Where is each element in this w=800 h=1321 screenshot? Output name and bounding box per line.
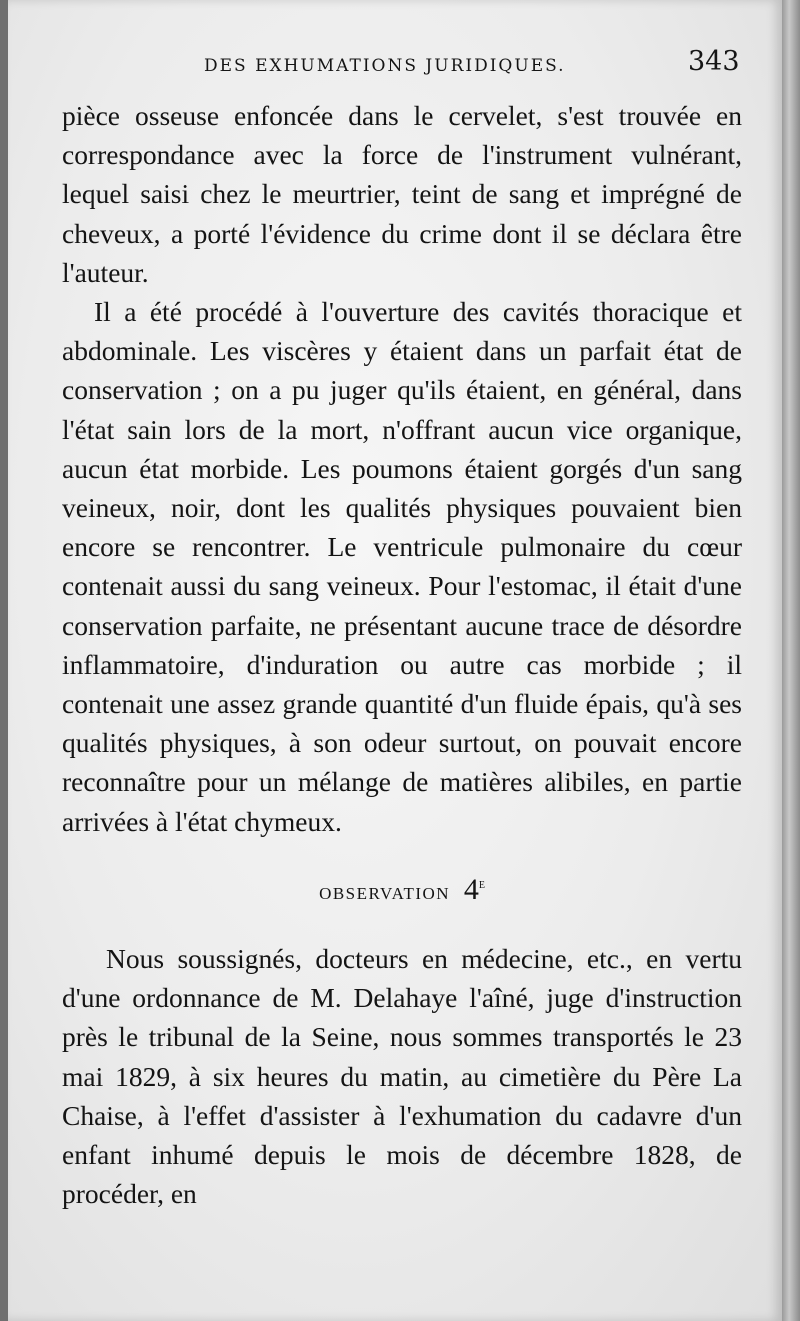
running-head-title: DES EXHUMATIONS JURIDIQUES. <box>204 56 566 76</box>
paragraph-continuation: pièce osseuse enfoncée dans le cervelet, s'est trouvée en correspondance avec la force de l'instrument vulnérant, lequel saisi chez le meurtrier, teint de sang et imprégné de cheveux, a porté l'évidence du crime dont il se déclara être l'auteur. <box>62 100 742 288</box>
section-heading-number: 4e <box>463 872 485 906</box>
body-text <box>62 96 742 1213</box>
book-page <box>8 0 782 1321</box>
running-head <box>8 46 782 86</box>
section-heading-suffix: e <box>478 876 485 892</box>
section-heading <box>62 865 742 913</box>
section-heading-label: OBSERVATION <box>319 883 451 903</box>
paragraph-autopsy: Il a été procédé à l'ouverture des cavités thoracique et abdominale. Les viscères y étaient dans un parfait état de conservation ; on a pu juger qu'ils étaient, en général, dans l'état sain lors de la mort, n'offrant aucun vice organique, aucun état morbide. Les poumons étaient gorgés d'un sang veineux, noir, dont les qualités physiques pouvaient bien encore se rencontrer. Le ventricule pulmonaire du cœur contenait aussi du sang veineux. Pour l'estomac, il était d'une conservation parfaite, ne présentant aucune trace de désordre inflammatoire, d'induration ou autre cas morbide ; il contenait une assez grande quantité d'un fluide épais, qu'à ses qualités physiques, à son odeur surtout, on pouvait encore reconnaître pour un mélange de matières alibiles, en partie arrivées à l'état chymeux. <box>62 296 742 837</box>
page-number: 343 <box>688 46 740 77</box>
paragraph-observation: Nous soussignés, docteurs en médecine, etc., en vertu d'une ordonnance de M. Delahaye l'aîné, juge d'instruction près le tribunal de la Seine, nous sommes transportés le 23 mai 1829, à six heures du matin, au cimetière du Père La Chaise, à l'effet d'assister à l'exhumation du cadavre d'un enfant inhumé depuis le mois de décembre 1828, de procéder, en <box>62 943 742 1210</box>
page-edge <box>782 0 800 1321</box>
